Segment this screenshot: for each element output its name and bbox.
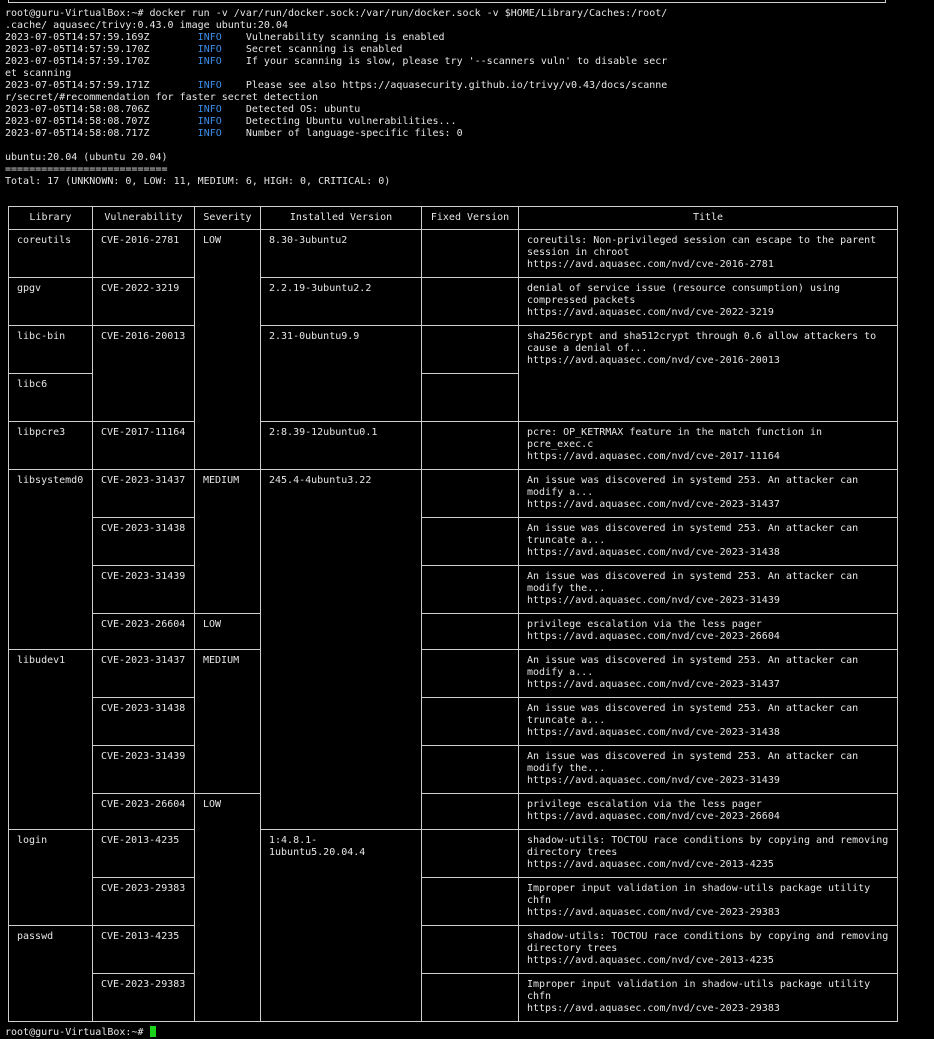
cell-vulnerability: CVE-2023-31437 bbox=[93, 650, 195, 698]
cell-vulnerability: CVE-2023-31438 bbox=[93, 518, 195, 566]
cell-fixed-version bbox=[422, 794, 519, 830]
shell-prompt: root@guru-VirtualBox:~# bbox=[5, 1027, 150, 1038]
cell-fixed-version bbox=[422, 518, 519, 566]
cell-severity: LOW bbox=[195, 230, 261, 470]
cell-title: denial of service issue (resource consumption) using compressed packets https://avd.aquasec.com/nvd/cve-2022-3219 bbox=[519, 278, 898, 326]
log-timestamp: 2023-07-05T14:57:59.171Z bbox=[5, 80, 150, 91]
column-header-installed-version: Installed Version bbox=[261, 207, 422, 230]
cell-fixed-version bbox=[422, 698, 519, 746]
cell-vulnerability: CVE-2023-31437 bbox=[93, 470, 195, 518]
cell-library: libc-bin bbox=[9, 326, 93, 374]
cell-title: Improper input validation in shadow-utils package utility chfn https://avd.aquasec.com/nvd/cve-2023-29383 bbox=[519, 878, 898, 926]
column-header-vulnerability: Vulnerability bbox=[93, 207, 195, 230]
cell-installed-version: 2.31-0ubuntu9.9 bbox=[261, 326, 422, 422]
cell-fixed-version bbox=[422, 746, 519, 794]
cell-fixed-version bbox=[422, 470, 519, 518]
cell-vulnerability: CVE-2023-31439 bbox=[93, 566, 195, 614]
cell-title: shadow-utils: TOCTOU race conditions by copying and removing directory trees https://avd.aquasec.com/nvd/cve-2013-4235 bbox=[519, 830, 898, 878]
table-row bbox=[9, 878, 898, 926]
log-message: Please see also https://aquasecurity.github.io/trivy/v0.43/docs/scanne bbox=[245, 80, 668, 91]
cell-title: privilege escalation via the less pager https://avd.aquasec.com/nvd/cve-2023-26604 bbox=[519, 794, 898, 830]
table-row bbox=[9, 614, 898, 650]
table-row bbox=[9, 278, 898, 326]
cell-title: Improper input validation in shadow-utils package utility chfn https://avd.aquasec.com/nvd/cve-2023-29383 bbox=[519, 974, 898, 1022]
cell-fixed-version bbox=[422, 974, 519, 1022]
cell-library: libc6 bbox=[9, 374, 93, 422]
log-timestamp: 2023-07-05T14:58:08.706Z bbox=[5, 104, 150, 115]
log-line bbox=[5, 44, 930, 56]
cell-fixed-version bbox=[422, 614, 519, 650]
cell-fixed-version bbox=[422, 566, 519, 614]
cell-fixed-version bbox=[422, 926, 519, 974]
log-level: INFO bbox=[197, 104, 222, 115]
separator: =========================== bbox=[5, 164, 168, 175]
cell-library: libudev1 bbox=[9, 650, 93, 830]
log-line bbox=[5, 32, 930, 44]
cell-fixed-version bbox=[422, 878, 519, 926]
table-row bbox=[9, 794, 898, 830]
cell-title: coreutils: Non-privileged session can escape to the parent session in chroot https://avd.aquasec.com/nvd/cve-2016-2781 bbox=[519, 230, 898, 278]
log-line bbox=[5, 80, 930, 92]
cell-library: login bbox=[9, 830, 93, 926]
cell-fixed-version bbox=[422, 230, 519, 278]
command-line-cont: .cache/ aquasec/trivy:0.43.0 image ubuntu:20.04 bbox=[5, 20, 288, 31]
table-row bbox=[9, 698, 898, 746]
column-header-severity: Severity bbox=[195, 207, 261, 230]
cell-vulnerability: CVE-2023-26604 bbox=[93, 794, 195, 830]
log-message: Vulnerability scanning is enabled bbox=[245, 32, 445, 43]
table-row bbox=[9, 230, 898, 278]
cell-fixed-version bbox=[422, 326, 519, 374]
scan-target: ubuntu:20.04 (ubuntu 20.04) bbox=[5, 152, 168, 163]
command-line: root@guru-VirtualBox:~# docker run -v /var/run/docker.sock:/var/run/docker.sock -v $HOME/Library/Caches:/root/ bbox=[5, 8, 668, 19]
cell-fixed-version bbox=[422, 278, 519, 326]
log-timestamp: 2023-07-05T14:57:59.170Z bbox=[5, 44, 150, 55]
cell-installed-version: 1:4.8.1-1ubuntu5.20.04.4 bbox=[261, 830, 422, 1022]
cell-title: sha256crypt and sha512crypt through 0.6 allow attackers to cause a denial of... https://avd.aquasec.com/nvd/cve-2016-20013 bbox=[519, 326, 898, 422]
shell-prompt-line[interactable] bbox=[5, 1026, 156, 1039]
cell-title: shadow-utils: TOCTOU race conditions by copying and removing directory trees https://avd.aquasec.com/nvd/cve-2013-4235 bbox=[519, 926, 898, 974]
log-level: INFO bbox=[197, 56, 222, 67]
cell-installed-version: 2:8.39-12ubuntu0.1 bbox=[261, 422, 422, 470]
cell-vulnerability: CVE-2016-2781 bbox=[93, 230, 195, 278]
cell-vulnerability: CVE-2023-29383 bbox=[93, 878, 195, 926]
cell-vulnerability: CVE-2017-11164 bbox=[93, 422, 195, 470]
cell-title: privilege escalation via the less pager https://avd.aquasec.com/nvd/cve-2023-26604 bbox=[519, 614, 898, 650]
column-header-fixed-version: Fixed Version bbox=[422, 207, 519, 230]
table-row bbox=[9, 326, 898, 374]
log-timestamp: 2023-07-05T14:57:59.169Z bbox=[5, 32, 150, 43]
cell-library: libpcre3 bbox=[9, 422, 93, 470]
table-row bbox=[9, 470, 898, 518]
log-line bbox=[5, 56, 930, 68]
cell-installed-version: 2.2.19-3ubuntu2.2 bbox=[261, 278, 422, 326]
cell-title: An issue was discovered in systemd 253. An attacker can truncate a... https://avd.aquasec.com/nvd/cve-2023-31438 bbox=[519, 698, 898, 746]
log-timestamp: 2023-07-05T14:57:59.170Z bbox=[5, 56, 150, 67]
cell-title: An issue was discovered in systemd 253. An attacker can modify the... https://avd.aquasec.com/nvd/cve-2023-31439 bbox=[519, 746, 898, 794]
cell-library: passwd bbox=[9, 926, 93, 1022]
cell-vulnerability: CVE-2022-3219 bbox=[93, 278, 195, 326]
vulnerability-table bbox=[8, 206, 898, 1022]
cell-vulnerability: CVE-2023-31438 bbox=[93, 698, 195, 746]
cell-vulnerability: CVE-2016-20013 bbox=[93, 326, 195, 422]
terminal-output bbox=[5, 8, 930, 188]
log-timestamp: 2023-07-05T14:58:08.717Z bbox=[5, 128, 150, 139]
cell-library: gpgv bbox=[9, 278, 93, 326]
log-message: Secret scanning is enabled bbox=[245, 44, 403, 55]
table-row bbox=[9, 746, 898, 794]
cell-vulnerability: CVE-2013-4235 bbox=[93, 830, 195, 878]
table-row bbox=[9, 422, 898, 470]
cell-library: libsystemd0 bbox=[9, 470, 93, 650]
log-message: Detected OS: ubuntu bbox=[245, 104, 361, 115]
cell-severity: MEDIUM bbox=[195, 650, 261, 794]
column-header-library: Library bbox=[9, 207, 93, 230]
cell-installed-version: 245.4-4ubuntu3.22 bbox=[261, 470, 422, 830]
log-message: Number of language-specific files: 0 bbox=[245, 128, 463, 139]
cell-severity: LOW bbox=[195, 614, 261, 650]
log-line-cont: et scanning bbox=[5, 68, 72, 79]
cell-title: An issue was discovered in systemd 253. An attacker can modify the... https://avd.aquasec.com/nvd/cve-2023-31439 bbox=[519, 566, 898, 614]
cell-title: pcre: OP_KETRMAX feature in the match function in pcre_exec.c https://avd.aquasec.com/nvd/cve-2017-11164 bbox=[519, 422, 898, 470]
column-header-title: Title bbox=[519, 207, 898, 230]
previous-output-border bbox=[8, 0, 886, 3]
log-level: INFO bbox=[197, 32, 222, 43]
cell-library: coreutils bbox=[9, 230, 93, 278]
table-row bbox=[9, 566, 898, 614]
cell-installed-version: 8.30-3ubuntu2 bbox=[261, 230, 422, 278]
log-line-cont: r/secret/#recommendation for faster secret detection bbox=[5, 92, 319, 103]
cell-vulnerability: CVE-2023-29383 bbox=[93, 974, 195, 1022]
cell-fixed-version bbox=[422, 830, 519, 878]
log-level: INFO bbox=[197, 128, 222, 139]
cell-severity: MEDIUM bbox=[195, 470, 261, 614]
cell-severity: LOW bbox=[195, 794, 261, 1022]
cell-title: An issue was discovered in systemd 253. An attacker can truncate a... https://avd.aquasec.com/nvd/cve-2023-31438 bbox=[519, 518, 898, 566]
table-header-row bbox=[9, 207, 898, 230]
table-row bbox=[9, 830, 898, 878]
log-level: INFO bbox=[197, 116, 222, 127]
cell-fixed-version bbox=[422, 650, 519, 698]
cell-title: An issue was discovered in systemd 253. An attacker can modify a... https://avd.aquasec.com/nvd/cve-2023-31437 bbox=[519, 470, 898, 518]
table-row bbox=[9, 974, 898, 1022]
log-level: INFO bbox=[197, 44, 222, 55]
table-row bbox=[9, 926, 898, 974]
log-level: INFO bbox=[197, 80, 222, 91]
cursor-icon bbox=[150, 1026, 156, 1037]
log-message: If your scanning is slow, please try '--scanners vuln' to disable secr bbox=[245, 56, 668, 67]
vulnerability-total: Total: 17 (UNKNOWN: 0, LOW: 11, MEDIUM: 6, HIGH: 0, CRITICAL: 0) bbox=[5, 176, 391, 187]
log-line bbox=[5, 104, 930, 116]
log-timestamp: 2023-07-05T14:58:08.707Z bbox=[5, 116, 150, 127]
table-row bbox=[9, 650, 898, 698]
log-line bbox=[5, 116, 930, 128]
log-message: Detecting Ubuntu vulnerabilities... bbox=[245, 116, 457, 127]
cell-title: An issue was discovered in systemd 253. An attacker can modify a... https://avd.aquasec.com/nvd/cve-2023-31437 bbox=[519, 650, 898, 698]
cell-fixed-version bbox=[422, 374, 519, 422]
cell-fixed-version bbox=[422, 422, 519, 470]
cell-vulnerability: CVE-2023-31439 bbox=[93, 746, 195, 794]
table-row bbox=[9, 518, 898, 566]
log-line bbox=[5, 128, 930, 140]
cell-vulnerability: CVE-2023-26604 bbox=[93, 614, 195, 650]
cell-vulnerability: CVE-2013-4235 bbox=[93, 926, 195, 974]
